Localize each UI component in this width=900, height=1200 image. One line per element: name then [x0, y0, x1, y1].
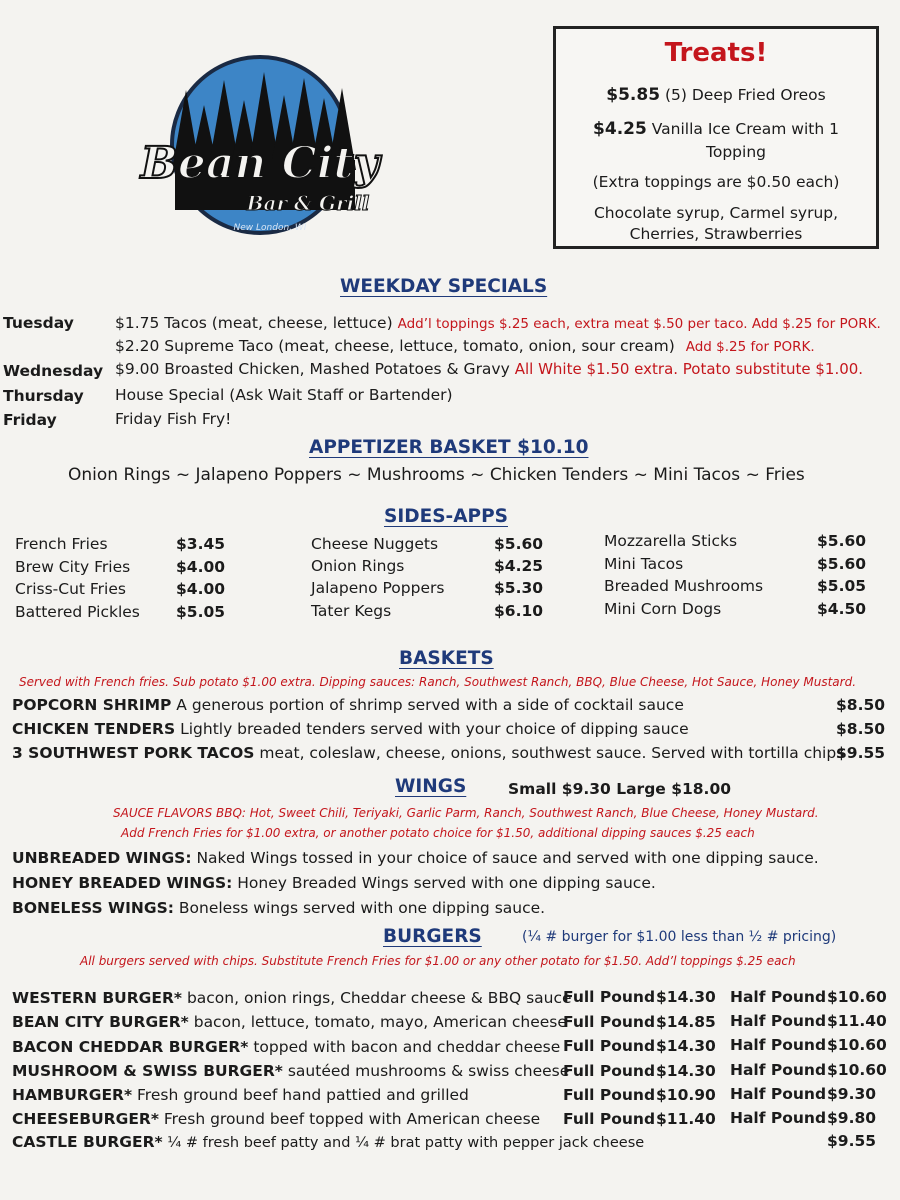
burger-half-price: $10.60: [827, 988, 887, 1006]
full-pound-label: Full Pound: [563, 988, 656, 1006]
burger-full-price: $14.85: [656, 1013, 716, 1031]
burger-desc: Fresh ground beef topped with American cheese: [158, 1110, 541, 1128]
burger-name: CASTLE BURGER*: [12, 1133, 163, 1151]
side-item-mini-tacos: Mini Tacos: [604, 555, 684, 573]
burger-name: HAMBURGER*: [12, 1086, 133, 1104]
basket-desc: meat, coleslaw, cheese, onions, southwest sauce. Served with tortilla chips: [254, 744, 845, 762]
tuesday-line-2: [115, 337, 815, 355]
basket-row-southwest-pork-tacos: [12, 744, 844, 762]
wings-row-unbreaded: [12, 849, 819, 867]
treats-box: [553, 26, 879, 249]
burger-desc: bacon, lettuce, tomato, mayo, American cheese: [188, 1013, 567, 1031]
side-item-cheese-nuggets: Cheese Nuggets: [311, 535, 439, 553]
side-item-french-fries: French Fries: [15, 535, 108, 553]
burger-name: CHEESEBURGER*: [12, 1110, 159, 1128]
ice-desc-1: Vanilla Ice Cream with 1: [651, 120, 839, 138]
wednesday-note: All White $1.50 extra. Potato substitute $1.00.: [514, 360, 864, 378]
wings-row-honey-breaded: [12, 874, 656, 892]
basket-price-southwest-pork-tacos: $9.55: [836, 744, 886, 762]
wings-title: WINGS: [395, 776, 467, 797]
burger-name: BEAN CITY BURGER*: [12, 1013, 189, 1031]
weekday-specials-title: WEEKDAY SPECIALS: [340, 276, 548, 297]
basket-desc: A generous portion of shrimp served with a side of cocktail sauce: [171, 696, 684, 714]
wednesday-special: $9.00 Broasted Chicken, Mashed Potatoes & Gravy: [115, 360, 510, 378]
side-price-cheese-nuggets: $5.60: [494, 535, 544, 553]
baskets-note: Served with French fries. Sub potato $1.00 extra. Dipping sauces: Ranch, Southwest Ranch, BBQ, Blue Cheese, Hot Sauce, Honey Mustard.: [19, 675, 857, 689]
burgers-title: BURGERS: [383, 926, 482, 947]
basket-name: 3 SOUTHWEST PORK TACOS: [12, 744, 255, 762]
burger-full-price: $10.90: [656, 1086, 716, 1104]
side-item-mini-corn-dogs: Mini Corn Dogs: [604, 600, 722, 618]
burger-row-bacon-cheddar: [12, 1038, 560, 1056]
treats-oreo-line: [556, 85, 876, 105]
burger-castle-price: $9.55: [827, 1132, 877, 1150]
side-price-onion-rings: $4.25: [494, 557, 544, 575]
wings-name: UNBREADED WINGS:: [12, 849, 192, 867]
toppings-1: Chocolate syrup, Carmel syrup,: [593, 204, 839, 222]
wings-desc: Naked Wings tossed in your choice of sauce and served with one dipping sauce.: [191, 849, 819, 867]
full-pound-label: Full Pound: [563, 1037, 656, 1055]
burger-full-price: $14.30: [656, 1062, 716, 1080]
side-item-breaded-mushrooms: Breaded Mushrooms: [604, 577, 764, 595]
side-price-mini-corn-dogs: $4.50: [817, 600, 867, 618]
side-price-tater-kegs: $6.10: [494, 602, 544, 620]
side-price-jalapeno-poppers: $5.30: [494, 579, 544, 597]
logo-title: Bean City: [140, 138, 380, 189]
burger-desc: Fresh ground beef hand pattied and grilled: [132, 1086, 469, 1104]
burger-desc: topped with bacon and cheddar cheese: [248, 1038, 561, 1056]
oreo-desc: (5) Deep Fried Oreos: [664, 86, 826, 104]
basket-row-popcorn-shrimp: [12, 696, 684, 714]
logo-subtitle: Bar & Grill: [246, 191, 370, 215]
half-pound-label: Half Pound: [730, 1012, 827, 1030]
burger-row-western: [12, 989, 572, 1007]
basket-price-popcorn-shrimp: $8.50: [836, 696, 886, 714]
tuesday-special-1: $1.75 Tacos (meat, cheese, lettuce): [115, 314, 393, 332]
wings-sizes: Small $9.30 Large $18.00: [508, 780, 732, 798]
burger-row-castle: [12, 1133, 644, 1151]
restaurant-logo: [120, 50, 420, 250]
oreo-price: $5.85: [606, 85, 661, 105]
day-tuesday: Tuesday: [3, 314, 74, 332]
friday-special: Friday Fish Fry!: [115, 410, 232, 428]
burger-name: MUSHROOM & SWISS BURGER*: [12, 1062, 283, 1080]
side-item-tater-kegs: Tater Kegs: [311, 602, 392, 620]
burger-full-price: $14.30: [656, 988, 716, 1006]
basket-name: POPCORN SHRIMP: [12, 696, 172, 714]
side-price-brew-city-fries: $4.00: [176, 558, 226, 576]
half-pound-label: Half Pound: [730, 1109, 827, 1127]
side-price-breaded-mushrooms: $5.05: [817, 577, 867, 595]
thursday-special: House Special (Ask Wait Staff or Bartender): [115, 386, 453, 404]
burger-half-price: $11.40: [827, 1012, 887, 1030]
treats-ice-line: [556, 119, 876, 139]
basket-name: CHICKEN TENDERS: [12, 720, 176, 738]
tuesday-line-1: [115, 314, 881, 332]
tuesday-note-1: Add’l toppings $.25 each, extra meat $.50 per taco. Add $.25 for PORK.: [397, 316, 881, 332]
baskets-title: BASKETS: [399, 648, 494, 669]
toppings-2: Cherries, Strawberries: [629, 225, 803, 243]
extra-toppings: (Extra toppings are $0.50 each): [592, 173, 840, 191]
basket-row-chicken-tenders: [12, 720, 689, 738]
burger-desc: bacon, onion rings, Cheddar cheese & BBQ sauce: [182, 989, 572, 1007]
basket-desc: Lightly breaded tenders served with your choice of dipping sauce: [175, 720, 689, 738]
burger-half-price: $10.60: [827, 1061, 887, 1079]
side-item-mozzarella-sticks: Mozzarella Sticks: [604, 532, 738, 550]
treats-title: Treats!: [664, 38, 768, 68]
basket-price-chicken-tenders: $8.50: [836, 720, 886, 738]
burger-half-price: $9.80: [827, 1109, 877, 1127]
wings-name: HONEY BREADED WINGS:: [12, 874, 233, 892]
burger-desc: sautéed mushrooms & swiss cheese: [282, 1062, 570, 1080]
burger-row-cheeseburger: [12, 1110, 540, 1128]
half-pound-label: Half Pound: [730, 1085, 827, 1103]
side-item-criss-cut-fries: Criss-Cut Fries: [15, 580, 126, 598]
day-thursday: Thursday: [3, 387, 84, 405]
wings-note-1: SAUCE FLAVORS BBQ: Hot, Sweet Chili, Teriyaki, Garlic Parm, Ranch, Southwest Ranch, Blue Cheese, Honey Mustard.: [113, 806, 819, 820]
side-price-criss-cut-fries: $4.00: [176, 580, 226, 598]
burger-row-bean-city: [12, 1013, 567, 1031]
wings-desc: Honey Breaded Wings served with one dipping sauce.: [232, 874, 656, 892]
side-item-brew-city-fries: Brew City Fries: [15, 558, 131, 576]
burger-full-price: $14.30: [656, 1037, 716, 1055]
side-item-onion-rings: Onion Rings: [311, 557, 405, 575]
day-wednesday: Wednesday: [3, 362, 104, 380]
side-item-battered-pickles: Battered Pickles: [15, 603, 140, 621]
burger-desc: ¼ # fresh beef patty and ¼ # brat patty with pepper jack cheese: [162, 1135, 645, 1151]
appetizer-items: Onion Rings ~ Jalapeno Poppers ~ Mushrooms ~ Chicken Tenders ~ Mini Tacos ~ Fries: [68, 465, 805, 485]
half-pound-label: Half Pound: [730, 988, 827, 1006]
side-price-mozzarella-sticks: $5.60: [817, 532, 867, 550]
wings-desc: Boneless wings served with one dipping sauce.: [173, 899, 546, 917]
burger-half-price: $10.60: [827, 1036, 887, 1054]
wings-name: BONELESS WINGS:: [12, 899, 174, 917]
burgers-note: All burgers served with chips. Substitute French Fries for $1.00 or any other potato for $1.50. Add’l toppings $.25 each: [80, 954, 796, 968]
tuesday-special-2: $2.20 Supreme Taco (meat, cheese, lettuce, tomato, onion, sour cream): [115, 337, 675, 355]
side-price-mini-tacos: $5.60: [817, 555, 867, 573]
day-friday: Friday: [3, 411, 57, 429]
wednesday-line: [115, 360, 863, 378]
logo-graphic: [120, 50, 420, 250]
sides-title: SIDES-APPS: [384, 506, 508, 527]
side-item-jalapeno-poppers: Jalapeno Poppers: [311, 579, 445, 597]
burger-full-price: $11.40: [656, 1110, 716, 1128]
side-price-battered-pickles: $5.05: [176, 603, 226, 621]
full-pound-label: Full Pound: [563, 1013, 656, 1031]
wings-row-boneless: [12, 899, 545, 917]
burger-name: WESTERN BURGER*: [12, 989, 183, 1007]
half-pound-label: Half Pound: [730, 1061, 827, 1079]
ice-desc-2: Topping: [706, 143, 766, 161]
burger-row-mushroom-swiss: [12, 1062, 569, 1080]
burger-name: BACON CHEDDAR BURGER*: [12, 1038, 249, 1056]
appetizer-title: APPETIZER BASKET $10.10: [309, 437, 589, 458]
wings-note-2: Add French Fries for $1.00 extra, or another potato choice for $1.50, additional dipping sauces $.25 each: [121, 826, 755, 840]
side-price-french-fries: $3.45: [176, 535, 226, 553]
full-pound-label: Full Pound: [563, 1086, 656, 1104]
burger-row-hamburger: [12, 1086, 469, 1104]
half-pound-label: Half Pound: [730, 1036, 827, 1054]
burger-half-price: $9.30: [827, 1085, 877, 1103]
burgers-subtitle: (¼ # burger for $1.00 less than ½ # pricing): [522, 929, 837, 945]
logo-location: New London, WI: [233, 223, 307, 233]
full-pound-label: Full Pound: [563, 1110, 656, 1128]
full-pound-label: Full Pound: [563, 1062, 656, 1080]
tuesday-note-2: Add $.25 for PORK.: [685, 339, 815, 355]
ice-price: $4.25: [593, 119, 647, 139]
